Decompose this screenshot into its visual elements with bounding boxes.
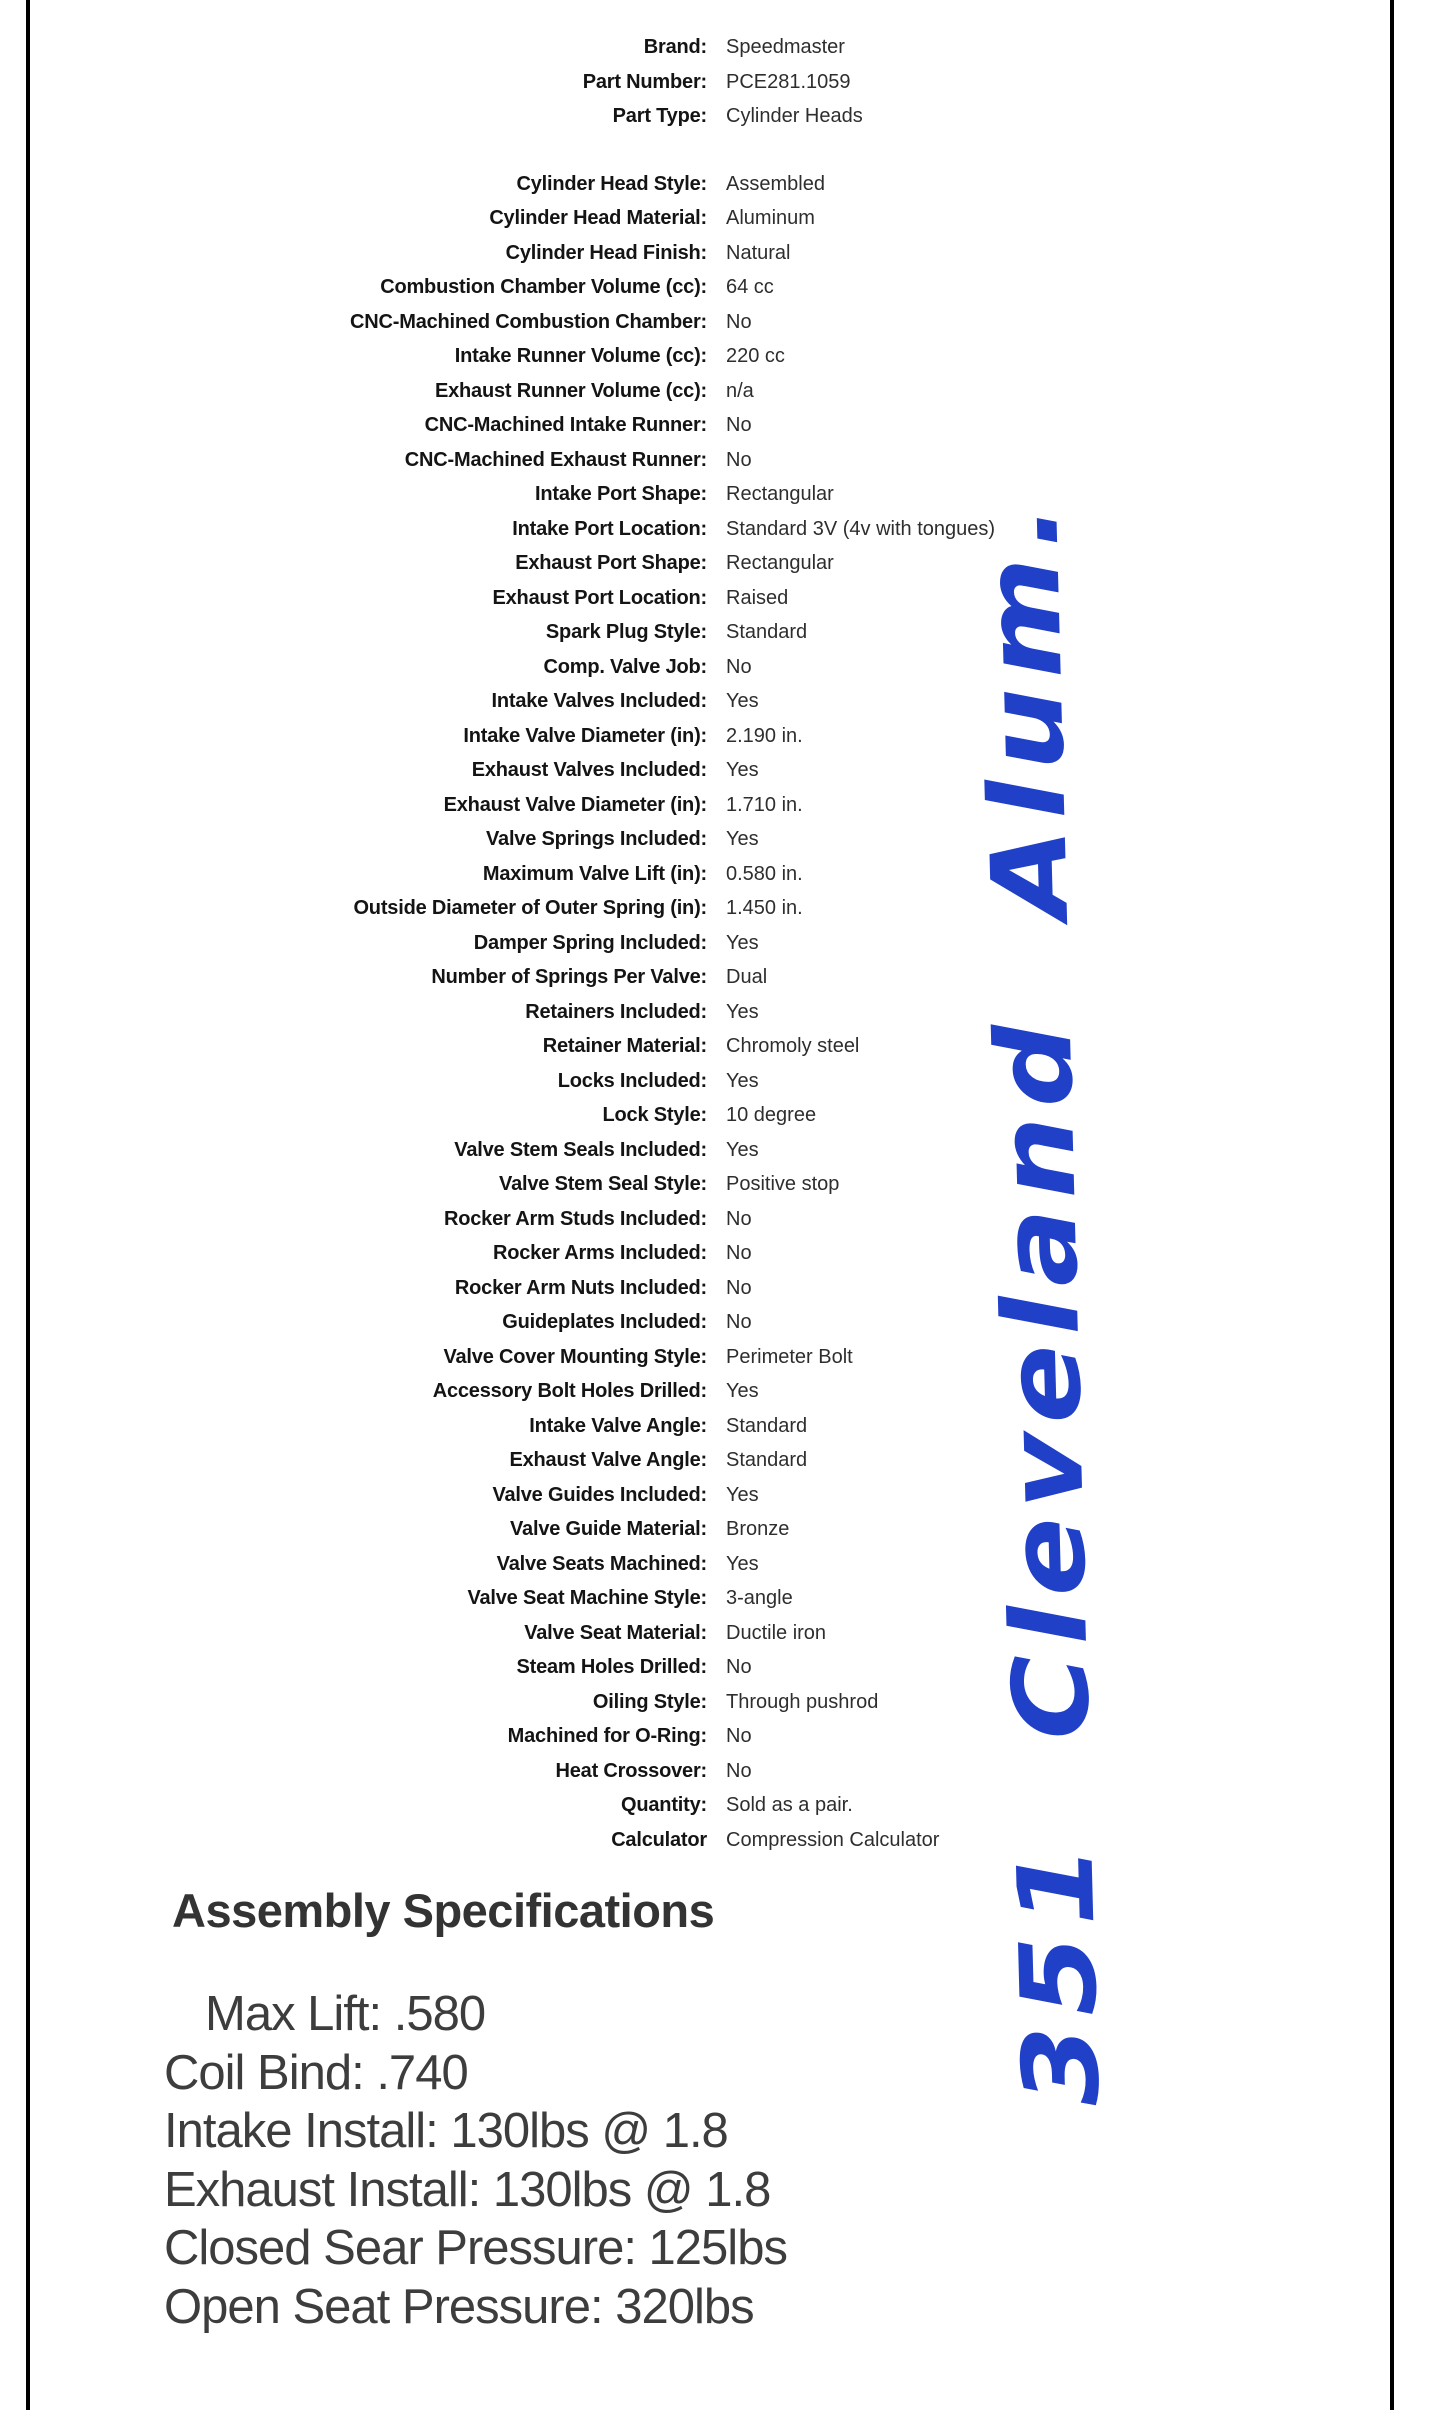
spec-value: Standard	[726, 1414, 808, 1437]
spec-value: 10 degree	[726, 1104, 817, 1126]
spec-value: No	[726, 1656, 752, 1678]
spec-row	[0, 1236, 1360, 1271]
spec-value: Raised	[726, 586, 789, 609]
spec-row	[0, 1271, 1360, 1306]
spec-row	[0, 1064, 1360, 1099]
spec-row	[0, 1029, 1360, 1064]
spec-value: Natural	[726, 241, 791, 264]
spec-row	[0, 960, 1360, 995]
spec-value: Positive stop	[726, 1173, 840, 1195]
spec-label: Oiling Style:	[592, 1690, 707, 1713]
spec-row	[0, 374, 1360, 409]
spec-value: Yes	[726, 1069, 759, 1092]
spec-label: Combustion Chamber Volume (cc):	[380, 276, 707, 298]
assembly-lines	[164, 1985, 1360, 2336]
spec-label: Intake Valves Included:	[491, 690, 707, 712]
spec-label: Valve Seats Machined:	[496, 1552, 707, 1575]
spec-label: Intake Port Shape:	[535, 483, 707, 505]
spec-row	[0, 1788, 1360, 1823]
spec-value: Bronze	[726, 1518, 790, 1540]
spec-label: Rocker Arm Studs Included:	[444, 1207, 707, 1230]
page-border-right	[1390, 0, 1394, 2410]
assembly-line: Coil Bind: .740	[164, 2045, 468, 2100]
spec-value: Standard	[726, 1449, 808, 1471]
spec-value: Perimeter Bolt	[726, 1345, 853, 1368]
spec-row	[0, 615, 1360, 650]
spec-value: Cylinder Heads	[726, 105, 863, 127]
spec-label: Valve Guide Material:	[510, 1518, 707, 1540]
spec-row	[0, 995, 1360, 1030]
spec-label: Guideplates Included:	[502, 1311, 707, 1333]
spec-label: Machined for O-Ring:	[507, 1725, 707, 1747]
spec-value: Assembled	[726, 172, 825, 195]
spec-label: Cylinder Head Material:	[489, 207, 707, 229]
spec-label: Retainers Included:	[525, 1000, 707, 1023]
spec-label: Exhaust Port Location:	[492, 586, 707, 609]
spec-row	[0, 512, 1360, 547]
spec-row	[0, 1685, 1360, 1720]
assembly-line: Exhaust Install: 130lbs @ 1.8	[164, 2162, 771, 2217]
spec-row	[0, 1512, 1360, 1547]
spec-value: Through pushrod	[726, 1690, 879, 1713]
spec-value: No	[726, 1207, 752, 1230]
spec-row	[0, 719, 1360, 754]
spec-row	[0, 1374, 1360, 1409]
spec-label: CNC-Machined Intake Runner:	[424, 414, 707, 436]
spec-value: Yes	[726, 1483, 759, 1506]
spec-row	[0, 1305, 1360, 1340]
spec-row	[0, 65, 1360, 100]
spec-label: Rocker Arm Nuts Included:	[454, 1276, 707, 1299]
spec-value: Yes	[726, 690, 759, 712]
spec-label: Comp. Valve Job:	[543, 655, 707, 678]
spec-label: CNC-Machined Exhaust Runner:	[404, 448, 707, 471]
spec-row	[0, 822, 1360, 857]
spec-row	[0, 1340, 1360, 1375]
spec-label: Heat Crossover:	[555, 1759, 707, 1782]
spec-label: Valve Cover Mounting Style:	[443, 1345, 707, 1368]
spec-row	[0, 1133, 1360, 1168]
spec-value: n/a	[726, 379, 754, 402]
spec-value: Standard 3V (4v with tongues)	[726, 517, 996, 540]
spec-value: 3-angle	[726, 1587, 793, 1609]
spec-value: Dual	[726, 966, 768, 988]
spec-label: Cylinder Head Style:	[516, 172, 707, 195]
spec-label: Exhaust Valve Angle:	[509, 1449, 707, 1471]
spec-value: Rectangular	[726, 483, 834, 505]
spec-label: Damper Spring Included:	[473, 931, 707, 954]
spec-rows	[0, 167, 1360, 1858]
spec-value: Chromoly steel	[726, 1035, 860, 1057]
spec-label: Quantity:	[621, 1794, 707, 1816]
spec-value: No	[726, 1311, 752, 1333]
spec-label: Valve Springs Included:	[485, 828, 707, 850]
spec-value: Yes	[726, 931, 759, 954]
spec-label: Retainer Material:	[542, 1035, 707, 1057]
spec-row	[0, 167, 1360, 202]
spec-row	[0, 270, 1360, 305]
spec-value: Rectangular	[726, 552, 834, 574]
spec-value: No	[726, 414, 752, 436]
spec-value: No	[726, 1242, 752, 1264]
spec-label: Intake Port Location:	[512, 517, 707, 540]
assembly-specifications-heading: Assembly Specifications	[172, 1884, 715, 1937]
spec-value: Standard	[726, 621, 808, 643]
spec-value: Yes	[726, 759, 759, 781]
spec-value: Aluminum	[726, 207, 815, 229]
spec-value: Speedmaster	[726, 36, 845, 58]
spec-value: Yes	[726, 1000, 759, 1023]
spec-row	[0, 99, 1360, 134]
spec-value: Yes	[726, 1552, 759, 1575]
spec-value: Sold as a pair.	[726, 1794, 853, 1816]
assembly-line: Closed Sear Pressure: 125lbs	[164, 2221, 787, 2275]
spec-value: No	[726, 655, 752, 678]
spec-label: Locks Included:	[557, 1069, 707, 1092]
spec-value: No	[726, 1276, 752, 1299]
assembly-line: Intake Install: 130lbs @ 1.8	[164, 2104, 728, 2158]
spec-row	[0, 1719, 1360, 1754]
spec-row	[0, 926, 1360, 961]
spec-label: Number of Springs Per Valve:	[431, 966, 707, 988]
spec-label: Exhaust Valve Diameter (in):	[443, 793, 707, 816]
spec-label: Valve Stem Seals Included:	[454, 1138, 707, 1161]
spec-row	[0, 1478, 1360, 1513]
spec-row	[0, 1409, 1360, 1444]
spec-row	[0, 408, 1360, 443]
spec-gap	[0, 134, 1360, 167]
spec-row	[0, 236, 1360, 271]
spec-label: Intake Valve Diameter (in):	[463, 724, 707, 747]
spec-row	[0, 305, 1360, 340]
spec-value: 64 cc	[726, 276, 774, 298]
spec-value: 1.450 in.	[726, 897, 803, 919]
product-summary	[0, 30, 1360, 134]
spec-label: Exhaust Runner Volume (cc):	[434, 379, 707, 402]
spec-row	[0, 581, 1360, 616]
spec-label: Valve Guides Included:	[492, 1483, 707, 1506]
spec-row	[0, 684, 1360, 719]
spec-row	[0, 857, 1360, 892]
spec-row	[0, 1167, 1360, 1202]
spec-row	[0, 1754, 1360, 1789]
spec-value: 2.190 in.	[726, 724, 803, 747]
spec-row	[0, 1650, 1360, 1685]
spec-label: Calculator	[611, 1828, 707, 1851]
spec-label: Valve Seat Machine Style:	[467, 1587, 707, 1609]
spec-label: Maximum Valve Lift (in):	[482, 862, 707, 885]
spec-table	[0, 30, 1360, 2336]
spec-label: Lock Style:	[602, 1104, 707, 1126]
spec-label: Steam Holes Drilled:	[516, 1656, 707, 1678]
spec-value: 1.710 in.	[726, 793, 803, 816]
spec-value: PCE281.1059	[726, 70, 851, 93]
handwritten-annotation: 351 Cleveland Alum.	[958, 493, 1124, 2108]
spec-value: No	[726, 310, 752, 333]
spec-row	[0, 546, 1360, 581]
spec-label: Cylinder Head Finish:	[505, 241, 707, 264]
spec-value: Compression Calculator	[726, 1828, 940, 1851]
spec-value: Yes	[726, 1138, 759, 1161]
spec-row	[0, 788, 1360, 823]
spec-value: 0.580 in.	[726, 862, 803, 885]
spec-row	[0, 1616, 1360, 1651]
spec-row	[0, 753, 1360, 788]
spec-value: Yes	[726, 1380, 759, 1402]
spec-value: Ductile iron	[726, 1621, 827, 1644]
spec-label: Valve Stem Seal Style:	[499, 1173, 707, 1195]
spec-row	[0, 339, 1360, 374]
spec-value: 220 cc	[726, 345, 785, 367]
spec-row	[0, 477, 1360, 512]
spec-value: Yes	[726, 828, 759, 850]
spec-value: No	[726, 448, 752, 471]
spec-label: Spark Plug Style:	[545, 621, 707, 643]
spec-row	[0, 1581, 1360, 1616]
spec-label: Intake Valve Angle:	[529, 1414, 707, 1437]
spec-value: No	[726, 1759, 752, 1782]
spec-row	[0, 1547, 1360, 1582]
spec-label: Accessory Bolt Holes Drilled:	[432, 1380, 707, 1402]
spec-label: Exhaust Port Shape:	[515, 552, 707, 574]
spec-row	[0, 891, 1360, 926]
spec-row	[0, 650, 1360, 685]
spec-label: Intake Runner Volume (cc):	[454, 345, 707, 367]
spec-label: Rocker Arms Included:	[492, 1242, 707, 1264]
assembly-line: Max Lift: .580	[205, 1987, 486, 2041]
spec-row	[0, 201, 1360, 236]
spec-label: Part Type:	[612, 105, 707, 127]
spec-row	[0, 443, 1360, 478]
spec-label: Part Number:	[582, 70, 707, 93]
spec-row	[0, 30, 1360, 65]
spec-row	[0, 1443, 1360, 1478]
spec-value: No	[726, 1725, 752, 1747]
spec-label: Brand:	[643, 36, 707, 58]
spec-label: Outside Diameter of Outer Spring (in):	[353, 897, 707, 919]
spec-row	[0, 1202, 1360, 1237]
assembly-line: Open Seat Pressure: 320lbs	[164, 2279, 754, 2334]
spec-row	[0, 1823, 1360, 1858]
spec-label: Valve Seat Material:	[524, 1621, 707, 1644]
spec-row	[0, 1098, 1360, 1133]
spec-label: CNC-Machined Combustion Chamber:	[350, 310, 707, 333]
spec-label: Exhaust Valves Included:	[471, 759, 707, 781]
